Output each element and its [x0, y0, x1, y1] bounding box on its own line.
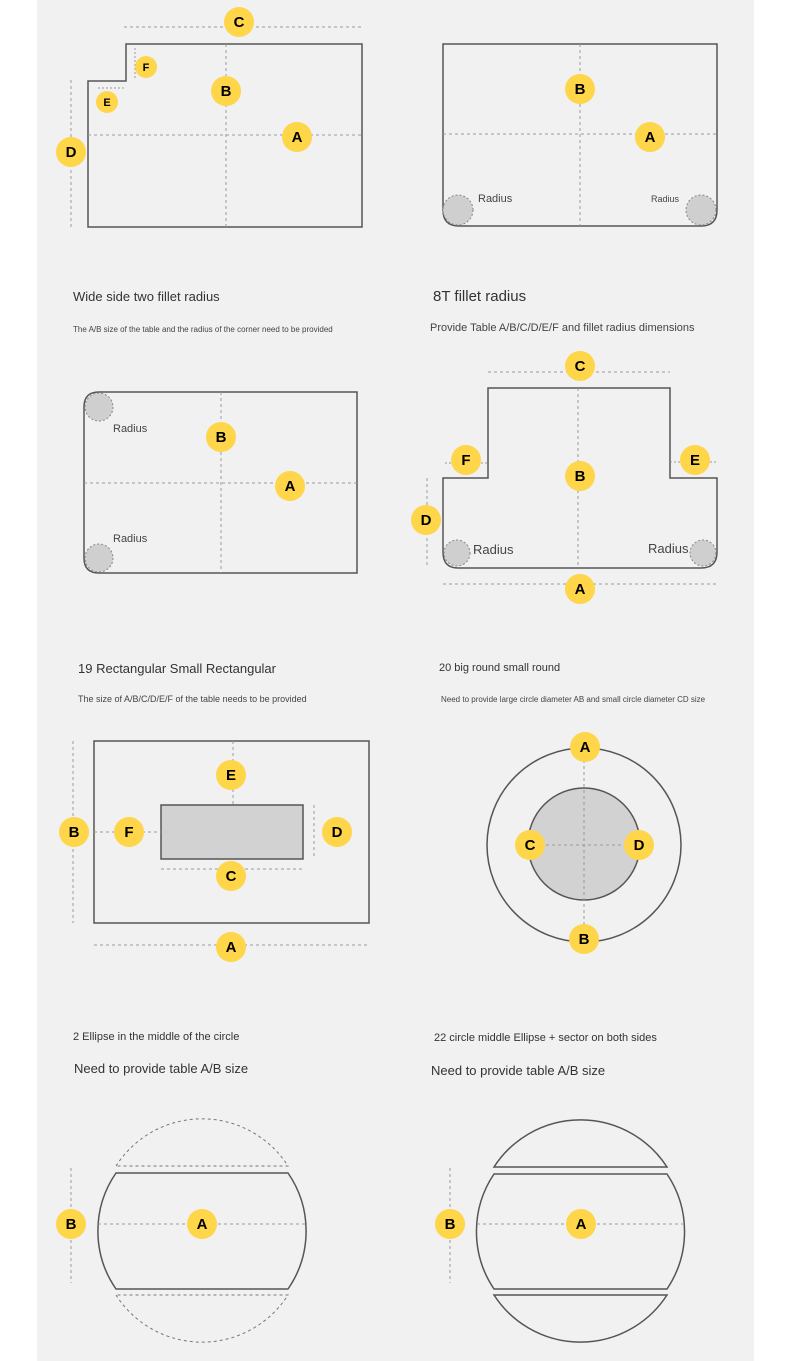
removable-cap-top — [116, 1119, 288, 1166]
svg-text:C: C — [524, 837, 536, 854]
radius-label-right: Radius — [651, 194, 680, 204]
badge-b — [56, 1209, 86, 1239]
diagram-bottom-fillet-rectangle — [443, 44, 717, 226]
badge-f — [114, 817, 144, 847]
inner-rectangle — [161, 805, 303, 859]
svg-text:B: B — [574, 81, 586, 98]
diagram-stepped-shape — [411, 351, 717, 604]
caption-title: 2 Ellipse in the middle of the circle — [73, 1031, 240, 1043]
radius-label-top: Radius — [113, 423, 148, 435]
svg-text:E: E — [689, 452, 701, 469]
radius-label-left: Radius — [478, 193, 513, 205]
caption-title: 8T fillet radius — [433, 288, 527, 305]
caption-title: 19 Rectangular Small Rectangular — [78, 661, 276, 676]
badge-b — [435, 1209, 465, 1239]
caption-title: 22 circle middle Ellipse + sector on both sides — [434, 1032, 657, 1044]
badge-b — [565, 74, 595, 104]
svg-text:B: B — [574, 468, 586, 485]
radius-label-right: Radius — [648, 541, 689, 556]
badge-a — [635, 122, 665, 152]
badge-a — [565, 574, 595, 604]
badge-f — [451, 445, 481, 475]
svg-text:A: A — [284, 478, 296, 495]
svg-text:B: B — [65, 1216, 77, 1233]
diagram-circle-with-sectors — [435, 1120, 685, 1342]
badge-b — [211, 76, 241, 106]
radius-label-bottom: Radius — [113, 533, 148, 545]
badge-b — [569, 924, 599, 954]
caption-title: 20 big round small round — [439, 662, 561, 674]
removable-cap-bottom — [116, 1295, 288, 1342]
diagram-rectangle-with-inner-rectangle — [59, 741, 369, 962]
svg-text:D: D — [65, 144, 77, 161]
caption-note: The size of A/B/C/D/E/F of the table needs to be provided — [78, 694, 307, 704]
badge-b — [565, 461, 595, 491]
badge-d — [624, 830, 654, 860]
diagram-big-and-small-circle — [487, 732, 681, 954]
badge-b — [206, 422, 236, 452]
svg-text:A: A — [574, 581, 586, 598]
svg-text:A: A — [644, 129, 656, 146]
diagram-left-fillet-rectangle — [84, 392, 357, 573]
caption-note: Provide Table A/B/C/D/E/F and fillet radius dimensions — [430, 322, 695, 334]
sector-top — [494, 1120, 667, 1167]
caption-note: Need to provide table A/B size — [74, 1061, 249, 1076]
diagram-circle-middle-ellipse — [56, 1119, 306, 1342]
svg-text:A: A — [291, 129, 303, 146]
svg-text:A: A — [196, 1216, 208, 1233]
svg-text:D: D — [633, 837, 645, 854]
svg-text:C: C — [225, 868, 237, 885]
radius-label-left: Radius — [473, 542, 514, 557]
badge-a — [566, 1209, 596, 1239]
caption-note: Need to provide large circle diameter AB and small circle diameter CD size — [441, 695, 706, 704]
svg-text:B: B — [578, 931, 590, 948]
svg-text:B: B — [68, 824, 80, 841]
fillet-radius-left — [444, 540, 470, 566]
badge-c — [515, 830, 545, 860]
caption-note: The A/B size of the table and the radius of the corner need to be provided — [73, 325, 333, 334]
svg-text:E: E — [225, 767, 237, 784]
badge-a — [282, 122, 312, 152]
badge-a — [187, 1209, 217, 1239]
svg-text:F: F — [461, 452, 471, 469]
svg-text:B: B — [220, 83, 232, 100]
badge-c — [216, 861, 246, 891]
svg-text:C: C — [574, 358, 586, 375]
badge-e — [216, 760, 246, 790]
table-outline — [88, 44, 362, 227]
fillet-radius-left — [443, 195, 473, 225]
svg-text:D: D — [420, 512, 432, 529]
fillet-radius-top — [85, 393, 113, 421]
svg-text:A: A — [579, 739, 591, 756]
badge-d — [322, 817, 352, 847]
fillet-radius-right — [690, 540, 716, 566]
badge-b — [59, 817, 89, 847]
diagram-notched-rectangle — [56, 7, 362, 227]
svg-text:D: D — [331, 824, 343, 841]
badge-c — [224, 7, 254, 37]
badge-a — [216, 932, 246, 962]
fillet-radius-bottom — [85, 544, 113, 572]
badge-f — [135, 56, 157, 78]
svg-text:F: F — [124, 824, 134, 841]
badge-d — [411, 505, 441, 535]
svg-text:A: A — [575, 1216, 587, 1233]
badge-d — [56, 137, 86, 167]
svg-text:B: B — [444, 1216, 456, 1233]
badge-e — [680, 445, 710, 475]
svg-text:B: B — [215, 429, 227, 446]
sector-bottom — [494, 1295, 667, 1342]
badge-a — [570, 732, 600, 762]
badge-e — [96, 91, 118, 113]
badge-c — [565, 351, 595, 381]
caption-title: Wide side two fillet radius — [73, 289, 220, 304]
badge-a — [275, 471, 305, 501]
svg-text:F: F — [142, 62, 150, 74]
caption-note: Need to provide table A/B size — [431, 1063, 606, 1078]
svg-text:C: C — [233, 14, 245, 31]
fillet-radius-right — [686, 195, 716, 225]
svg-text:E: E — [103, 97, 111, 109]
svg-text:A: A — [225, 939, 237, 956]
